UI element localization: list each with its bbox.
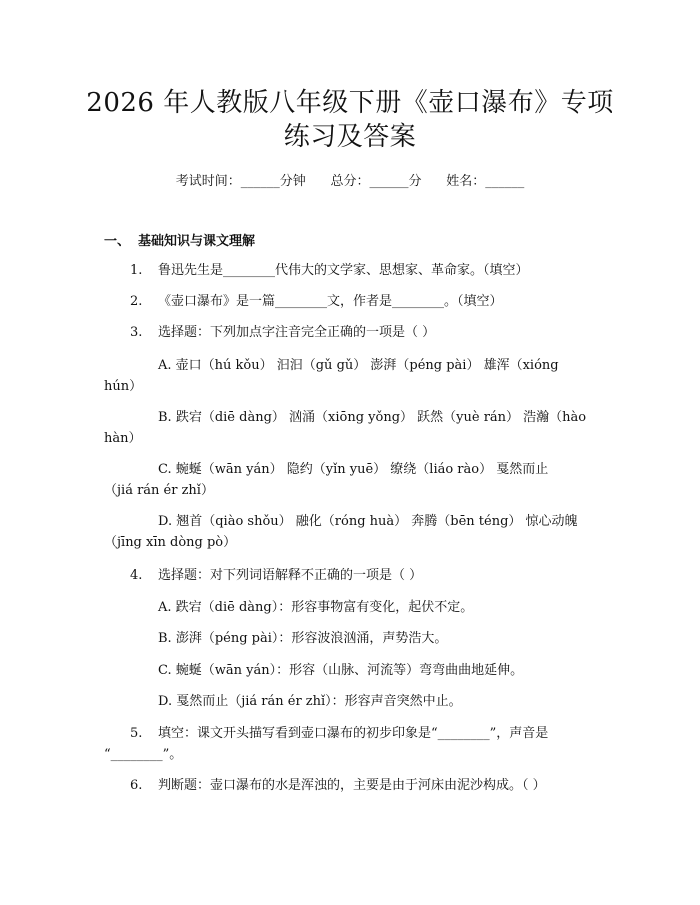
document-title-line-2: 练习及答案 <box>283 122 417 152</box>
exam-info-line: 考试时间：______分钟 总分：______分 姓名：______ <box>175 174 525 189</box>
question-text: 填空：课文开头描写看到壶口瀑布的初步印象是“________”，声音是 <box>158 726 549 741</box>
q4-option-b: B. 澎湃（péng pài）：形容波浪汹涌，声势浩大。 <box>158 631 448 646</box>
q3-option-a-continued: hún） <box>104 379 143 394</box>
q3-option-c: C. 蜿蜒（wān yán） 隐约（yǐn yuē） 缭绕（liáo rào） 戛然而止 <box>158 462 549 477</box>
question-text: 《壶口瀑布》是一篇________文，作者是________。（填空） <box>158 294 503 309</box>
q4-option-a: A. 跌宕（diē dàng）：形容事物富有变化，起伏不定。 <box>158 600 474 615</box>
question-number: 1. <box>130 263 143 278</box>
section-number: 一、 <box>104 234 131 249</box>
question-2 <box>130 293 503 311</box>
question-number: 6. <box>130 778 143 793</box>
q4-option-d: D. 戛然而止（jiá rán ér zhǐ）：形容声音突然中止。 <box>158 694 462 709</box>
q3-option-b: B. 跌宕（diē dàng） 汹涌（xiōng yǒng） 跃然（yuè rán） 浩瀚（hào <box>158 410 587 425</box>
q3-option-c-continued: （jiá rán ér zhǐ） <box>104 483 214 498</box>
section-heading <box>104 230 255 249</box>
q3-option-a: A. 壶口（hú kǒu） 汩汩（gǔ gǔ） 澎湃（péng pài） 雄浑（xióng <box>158 358 559 373</box>
question-3 <box>130 324 435 342</box>
question-4 <box>130 567 422 585</box>
question-number: 5. <box>130 726 143 741</box>
question-5 <box>130 725 548 743</box>
section-title: 基础知识与课文理解 <box>138 234 256 249</box>
question-text: 判断题：壶口瀑布的水是浑浊的，主要是由于河床由泥沙构成。（ ） <box>158 778 546 793</box>
question-1 <box>130 262 529 280</box>
question-6 <box>130 777 546 795</box>
q3-option-b-continued: hàn） <box>104 431 142 446</box>
question-text: 鲁迅先生是________代伟大的文学家、思想家、革命家。（填空） <box>158 263 529 278</box>
q4-option-c: C. 蜿蜒（wān yán）：形容（山脉、河流等）弯弯曲曲地延伸。 <box>158 663 524 678</box>
question-number: 3. <box>130 325 143 340</box>
question-text: 选择题：对下列词语解释不正确的一项是（ ） <box>158 568 423 583</box>
question-number: 4. <box>130 568 143 583</box>
q3-option-d: D. 翘首（qiào shǒu） 融化（róng huà） 奔腾（bēn téng） 惊心动魄 <box>158 514 578 529</box>
question-number: 2. <box>130 294 143 309</box>
q3-option-d-continued: （jīng xīn dòng pò） <box>104 535 237 550</box>
document-title-line-1: 2026 年人教版八年级下册《壶口瀑布》专项 <box>86 88 614 118</box>
question-5-continued: “________”。 <box>104 747 183 762</box>
question-text: 选择题：下列加点字注音完全正确的一项是（ ） <box>158 325 436 340</box>
